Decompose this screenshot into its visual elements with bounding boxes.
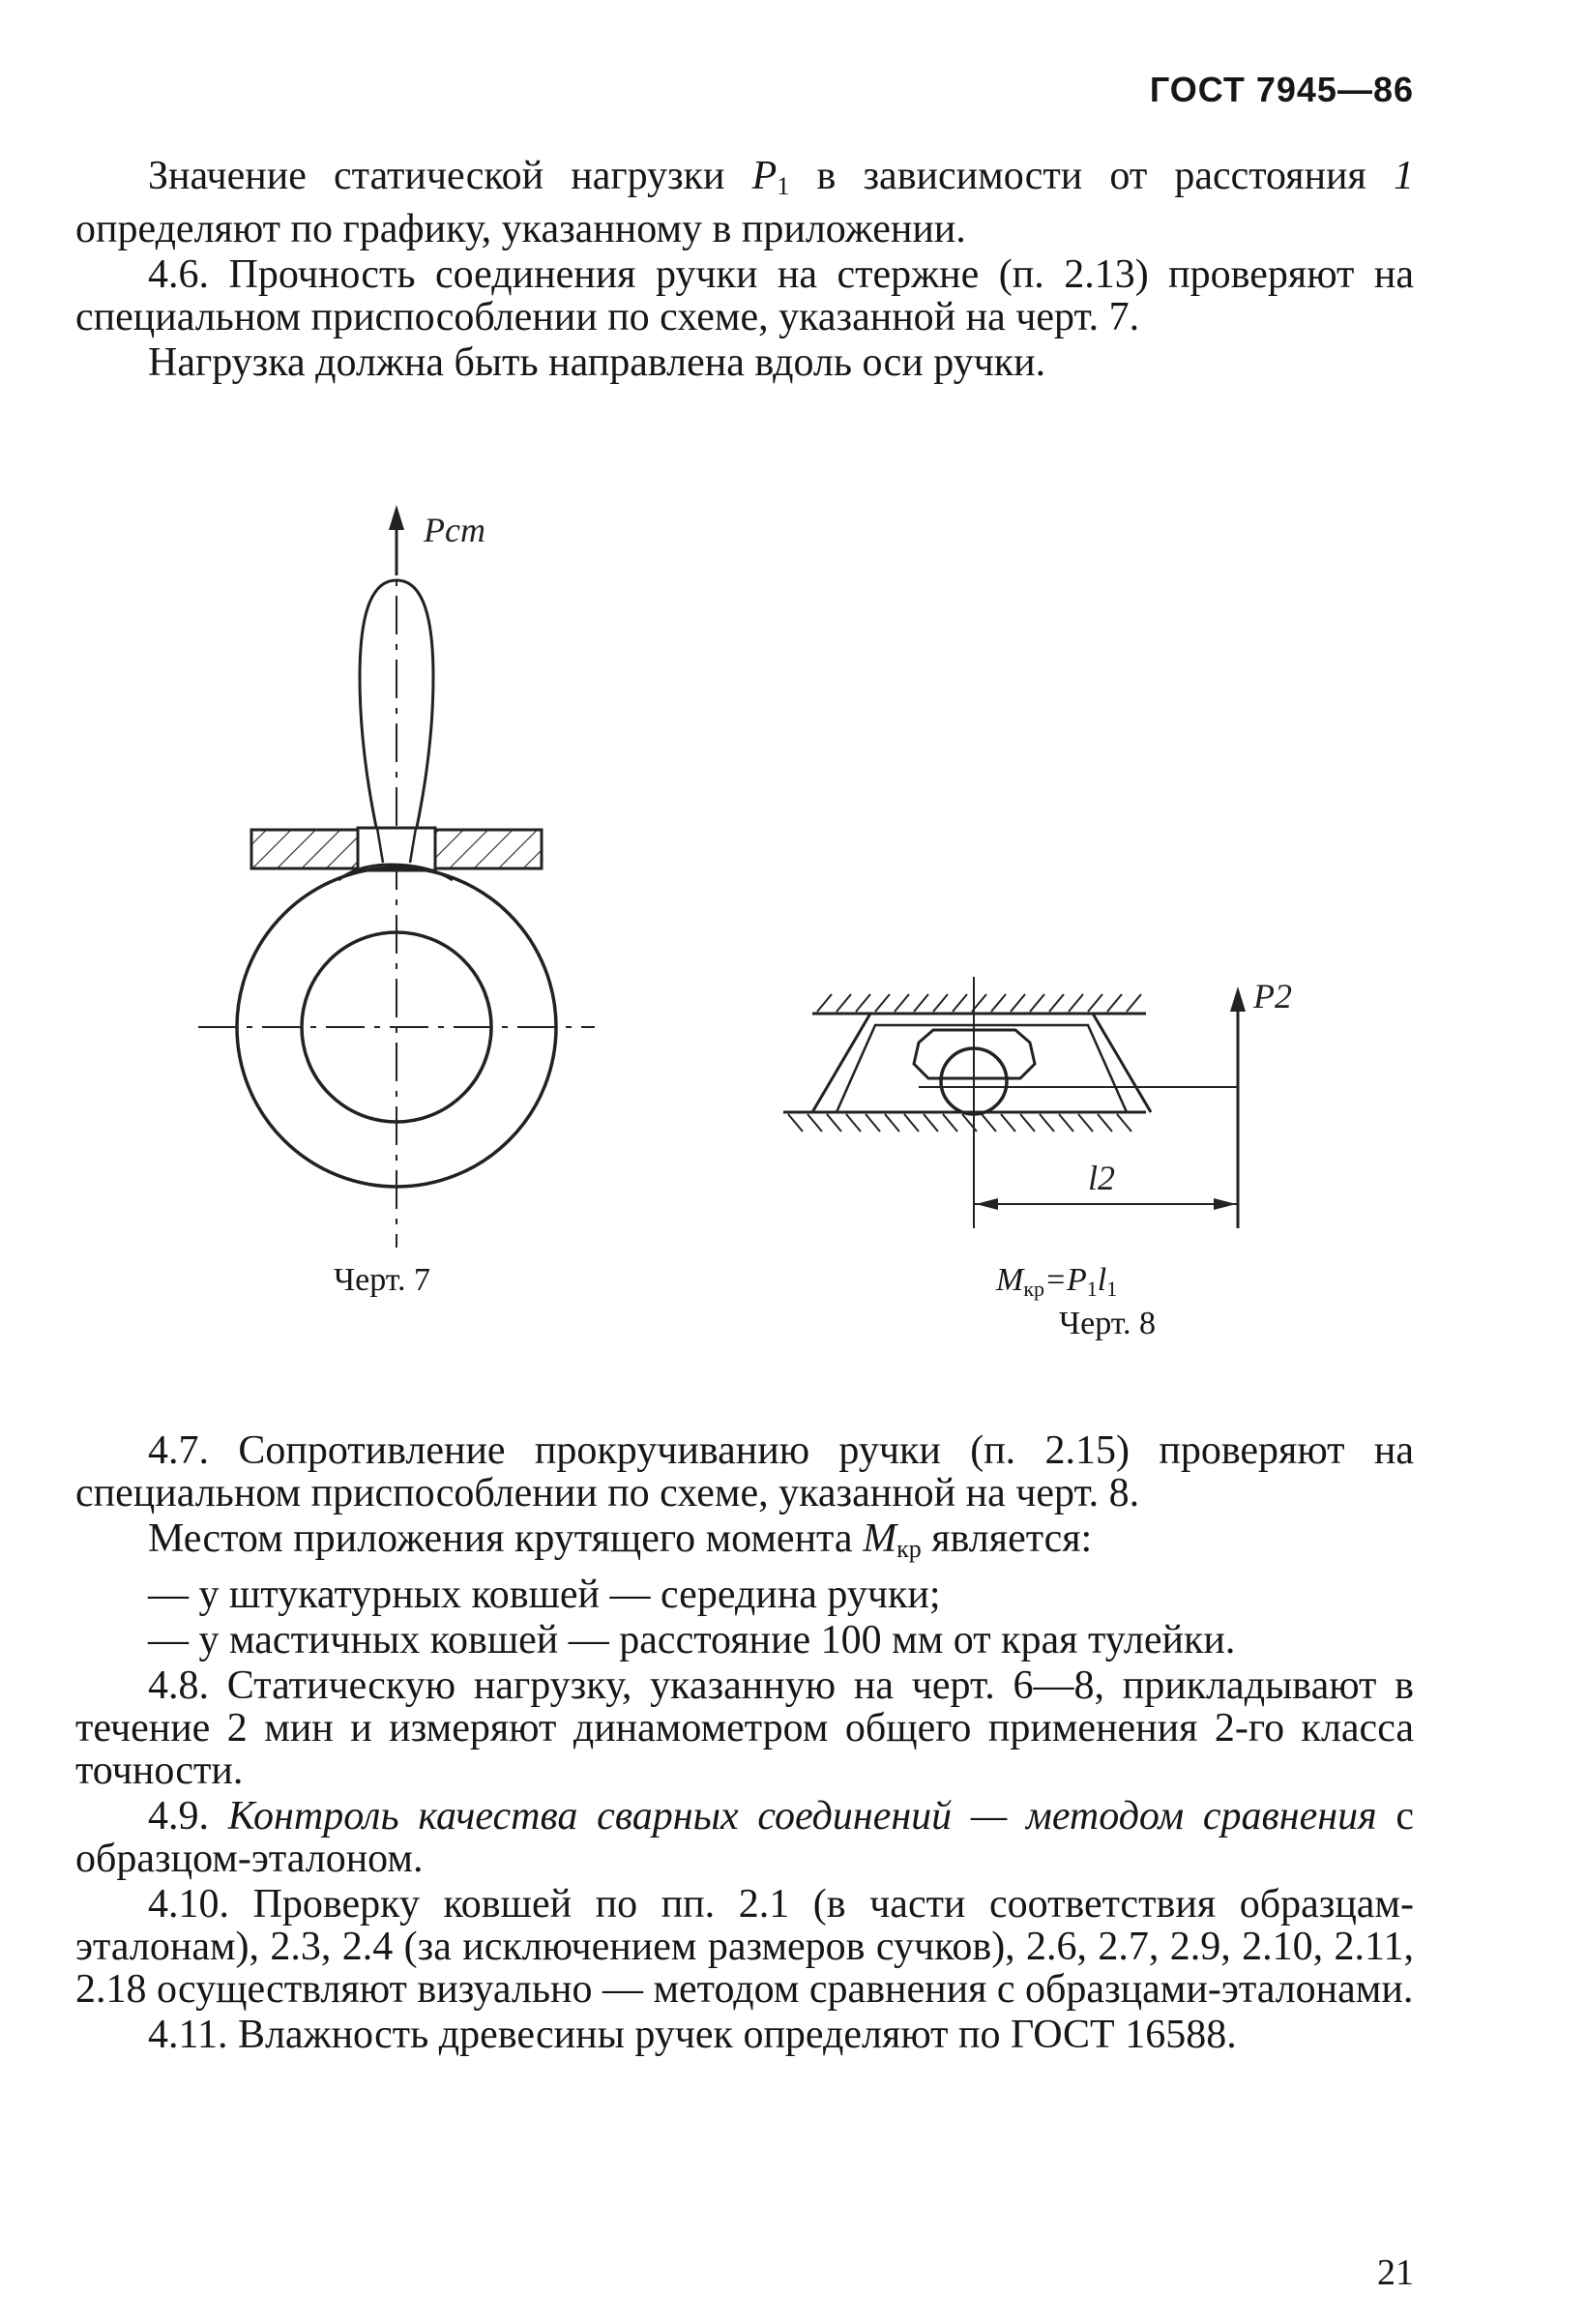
torque-formula: Mкр=P1l1 [996, 1262, 1118, 1301]
list-item-mastic-buckets: — у мастичных ковшей — расстояние 100 мм от края тулейки. [148, 1618, 1236, 1662]
paragraph-torque-location: Местом приложения крутящего момента $M_{кр}$ является: [148, 1516, 1093, 1563]
list-item-plaster-buckets: — у штукатурных ковшей — середина ручки; [148, 1573, 941, 1617]
paragraph-4-10: 4.10. Проверку ковшей по пп. 2.1 (в части соответствия образцам-эталонам), 2.3, 2.4 (за исключением размеров сучков), 2.6, 2.7, 2.9, 2.10, 2.11, 2.18 осуществляют визуально — методом сравнения с образцами-эталонами. [75, 1882, 1414, 2012]
figure-7-caption: Черт. 7 [334, 1262, 431, 1298]
standard-header: ГОСТ 7945—86 [1149, 70, 1414, 109]
dimension-label-l2: l2 [1088, 1159, 1116, 1197]
paragraph-load-direction: Нагрузка должна быть направлена вдоль оси ручки. [148, 340, 1046, 385]
page-number: 21 [1377, 2252, 1414, 2293]
bottom-hatching [788, 1114, 1131, 1132]
top-hatching [817, 994, 1141, 1012]
bottom-text-block [75, 1429, 1414, 2059]
top-text-block [75, 155, 1414, 387]
figure-8-caption: Черт. 8 [1059, 1306, 1157, 1341]
p2-arrow-head [1230, 986, 1246, 1012]
figure-8-formula [996, 1262, 1117, 1302]
force-label-p2: P2 [1253, 977, 1292, 1015]
paragraph-4-9: 4.9. Контроль качества сварных соединений — методом сравнения с образцом-эталоном. [75, 1794, 1414, 1881]
force-arrow-head [389, 505, 404, 530]
paragraph-4-8: 4.8. Статическую нагрузку, указанную на черт. 6—8, прикладывают в течение 2 мин и измеряют динамометром общего применения 2-го класса точности. [75, 1663, 1414, 1793]
force-label-pst: Pст [424, 511, 485, 549]
figure-8-drawing [774, 957, 1315, 1248]
paragraph-4-6: 4.6. Прочность соединения ручки на стержне (п. 2.13) проверяют на специальном приспособлении по схеме, указанной на черт. 7. [75, 252, 1414, 339]
figure-7-drawing [193, 484, 638, 1248]
paragraph-4-11: 4.11. Влажность древесины ручек определяют по ГОСТ 16588. [148, 2013, 1237, 2057]
clamp-sides [812, 1014, 1151, 1112]
paragraph-4-7: 4.7. Сопротивление прокручиванию ручки (п. 2.15) проверяют на специальном приспособлении по схеме, указанной на черт. 8. [75, 1428, 1414, 1515]
paragraph-static-load: Значение статической нагрузки $P_1$ в зависимости от расстояния 1 определяют по графику, указанному в приложении. [75, 154, 1415, 251]
